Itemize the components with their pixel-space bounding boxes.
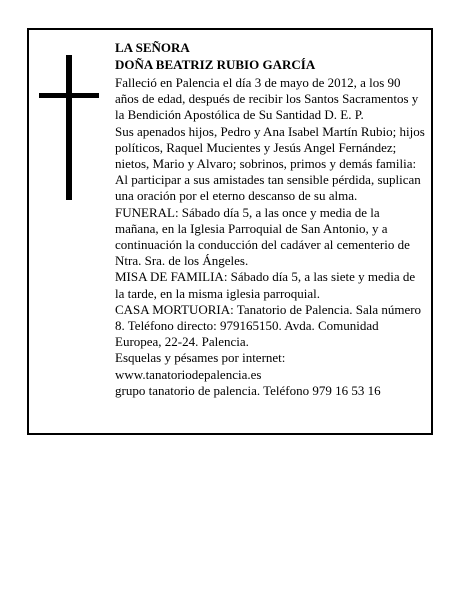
family-list: Sus apenados hijos, Pedro y Ana Isabel Martín Rubio; hijos políticos, Raquel Mucientes y Jesús Angel Fernández; nietos, Mario y Alvaro; sobrinos, primos y demás familia: (115, 123, 425, 172)
cross-icon (39, 55, 99, 200)
footer-contact: grupo tanatorio de palencia. Teléfono 979 16 53 16 (115, 382, 381, 398)
funeral-home-details: CASA MORTUORIA: Tanatorio de Palencia. Sala número 8. Teléfono directo: 979165150. Avda. Comunidad Europea, 22-24. Palencia. (115, 301, 422, 350)
internet-label: Esquelas y pésames por internet: (115, 350, 286, 366)
death-announcement: Falleció en Palencia el día 3 de mayo de 2012, a los 90 años de edad, después de recibir los Santos Sacramentos y la Bendición Apostólica de Su Santidad D. E. P. (115, 75, 419, 123)
obituary-notice (27, 28, 433, 435)
family-mass-details: MISA DE FAMILIA: Sábado día 5, a las siete y media de la tarde, en la misma iglesia parroquial. (115, 269, 416, 301)
cross-vertical-bar (66, 55, 72, 200)
notice-text (115, 40, 425, 399)
funeral-details: FUNERAL: Sábado día 5, a las once y media de la mañana, en la Iglesia Parroquial de San Antonio, y a continuación la conducción del cadáver al cementerio de Ntra. Sra. de los Ángeles. (115, 204, 410, 269)
cross-horizontal-bar (39, 93, 99, 98)
deceased-name: DOÑA BEATRIZ RUBIO GARCÍA (115, 56, 316, 72)
website-link[interactable]: www.tanatoriodepalencia.es (115, 366, 262, 382)
prayer-request: Al participar a sus amistades tan sensible pérdida, suplican una oración por el eterno descanso de su alma. (115, 172, 421, 204)
notice-title: LA SEÑORA (115, 40, 190, 55)
